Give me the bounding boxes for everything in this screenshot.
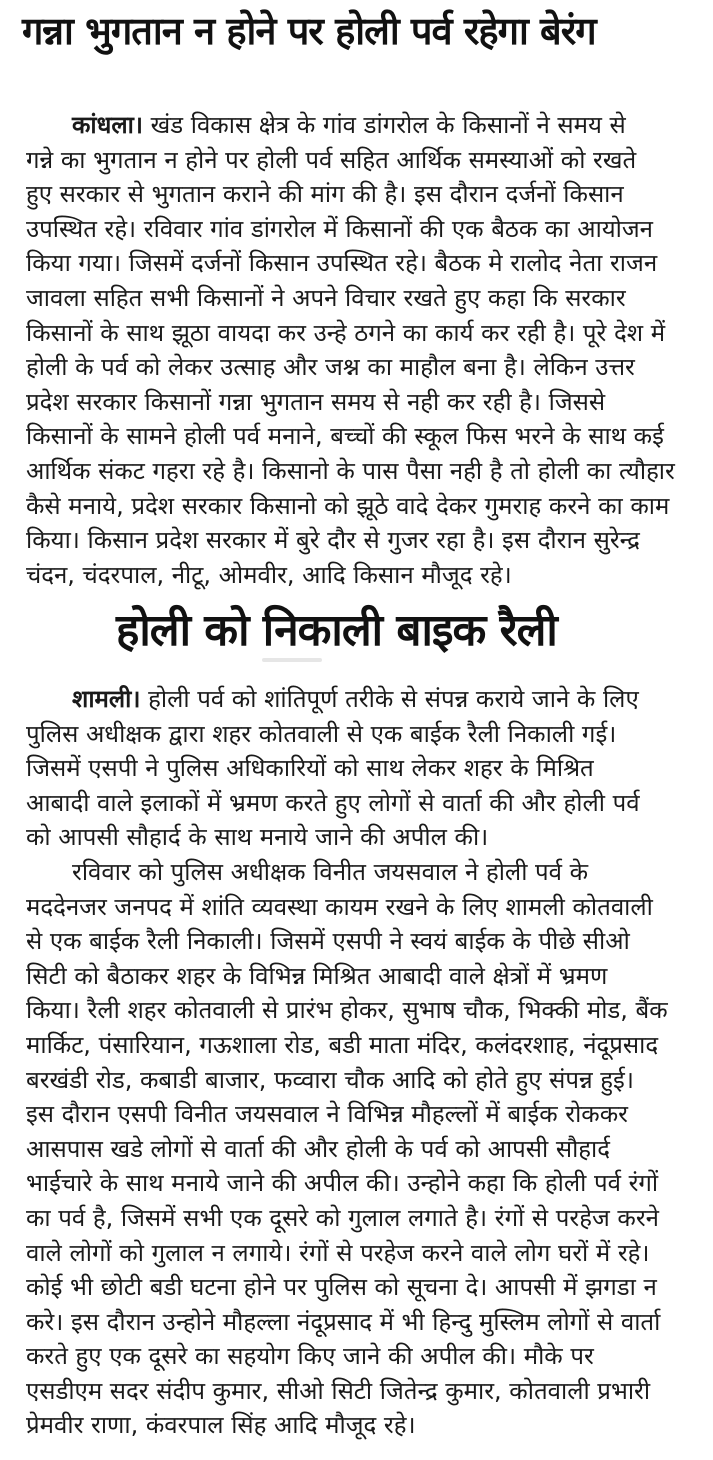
article-line-text: होली पर्व को शांतिपूर्ण तरीके से संपन्न कराये जाने के लिए bbox=[140, 685, 639, 713]
article-line: सिटी को बैठाकर शहर के विभिन्न मिश्रित आबादी वाले क्षेत्रों में भ्रमण bbox=[26, 961, 608, 990]
article-line: से एक बाईक रैली निकाली। जिसमें एसपी ने स्वयं बाईक के पीछे सीओ bbox=[26, 927, 630, 956]
article-line: गन्ने का भुगतान न होने पर होली पर्व सहित आर्थिक समस्याओं को रखते bbox=[26, 145, 637, 174]
article-line bbox=[26, 108, 713, 143]
article-line: वाले लोगों को गुलाल न लगाये। रंगों से परहेज करने वाले लोग घरों में रहे। bbox=[26, 1238, 650, 1267]
article-line: उपस्थित रहे। रविवार गांव डांगरोल में किसानों की एक बैठक का आयोजन bbox=[26, 214, 653, 243]
headline-sugarcane-payment: गन्ना भुगतान न होने पर होली पर्व रहेगा बेरंग bbox=[22, 9, 596, 53]
article-line: जिसमें एसपी ने पुलिस अधिकारियों को साथ लेकर शहर के मिश्रित bbox=[26, 754, 594, 783]
article-line: कैसे मनाये, प्रदेश सरकार किसानो को झूठे वादे देकर गुमराह करने का काम bbox=[26, 491, 670, 520]
article-line: किया। किसान प्रदेश सरकार में बुरे दौर से गुजर रहा है। इस दौरान सुरेन्द्र bbox=[26, 526, 640, 555]
headline-bike-rally: होली को निकाली बाइक रैली bbox=[116, 605, 557, 656]
article-line: कोई भी छोटी बडी घटना होने पर पुलिस को सूचना दे। आपसी में झगडा न bbox=[26, 1273, 657, 1302]
dateline-shamli: शामली। bbox=[72, 685, 141, 713]
article-line: का पर्व है, जिसमें सभी एक दूसरे को गुलाल लगाते है। रंगों से परहेज करने bbox=[26, 1203, 659, 1232]
print-smudge bbox=[262, 658, 322, 662]
article-line: किया। रैली शहर कोतवाली से प्रारंभ होकर, सुभाष चौक, भिक्की मोड, बैंक bbox=[26, 996, 668, 1025]
article-line: किसानों के सामने होली पर्व मनाने, बच्चों की स्कूल फिस भरने के साथ कई bbox=[26, 422, 664, 451]
article-line: होली के पर्व को लेकर उत्साह और जश्न का माहौल बना है। लेकिन उत्तर bbox=[26, 353, 635, 382]
article-line: जावला सहित सभी किसानों ने अपने विचार रखते हुए कहा कि सरकार bbox=[26, 283, 626, 312]
article-line: करते हुए एक दूसरे का सहयोग किए जाने की अपील की। मौके पर bbox=[26, 1342, 594, 1371]
article-bike-rally-body bbox=[26, 682, 713, 1443]
article-line: प्रदेश सरकार किसानों गन्ना भुगतान समय से नही कर रही है। जिससे bbox=[26, 387, 606, 416]
article-line: बरखंडी रोड, कबाडी बाजार, फव्वारा चौक आदि को होते हुए संपन्न हुई। bbox=[26, 1065, 634, 1094]
article-line: रविवार को पुलिस अधीक्षक विनीत जयसवाल ने होली पर्व के bbox=[72, 857, 589, 886]
article-line: करे। इस दौरान उन्होने मौहल्ला नंदूप्रसाद में भी हिन्दु मुस्लिम लोगों से वार्ता bbox=[26, 1307, 661, 1336]
article-line-text: खंड विकास क्षेत्र के गांव डांगरोल के किसानों ने समय से bbox=[143, 111, 626, 139]
article-line: मार्किट, पंसारियान, गऊशाला रोड, बडी माता मंदिर, कलंदरशाह, नंदूप्रसाद bbox=[26, 1030, 659, 1059]
article-line: पुलिस अधीक्षक द्वारा शहर कोतवाली से एक बाईक रैली निकाली गई। bbox=[26, 719, 617, 748]
article-line: किसानों के साथ झूठा वायदा कर उन्हे ठगने का कार्य कर रही है। पूरे देश में bbox=[26, 318, 666, 347]
article-sugarcane-body bbox=[26, 108, 713, 592]
article-line: भाईचारे के साथ मनाये जाने की अपील की। उन्होने कहा कि होली पर्व रंगों bbox=[26, 1169, 659, 1198]
article-line: हुए सरकार से भुगतान कराने की मांग की है। इस दौरान दर्जनों किसान bbox=[26, 180, 624, 209]
article-line: चंदन, चंदरपाल, नीटू, ओमवीर, आदि किसान मौजूद रहे। bbox=[26, 560, 512, 589]
article-line: प्रेमवीर राणा, कंवरपाल सिंह आदि मौजूद रहे। bbox=[26, 1411, 416, 1440]
article-line bbox=[26, 682, 713, 717]
article-line: आसपास खडे लोगों से वार्ता की और होली के पर्व को आपसी सौहार्द bbox=[26, 1134, 611, 1163]
article-line: किया गया। जिसमें दर्जनों किसान उपस्थित रहे। बैठक मे रालोद नेता राजन bbox=[26, 249, 658, 278]
article-line: मददेनजर जनपद में शांति व्यवस्था कायम रखने के लिए शामली कोतवाली bbox=[26, 892, 653, 921]
article-line: आबादी वाले इलाकों में भ्रमण करते हुए लोगों से वार्ता की और होली पर्व bbox=[26, 788, 640, 817]
article-line: को आपसी सौहार्द के साथ मनाये जाने की अपील की। bbox=[26, 823, 489, 852]
article-line: इस दौरान एसपी विनीत जयसवाल ने विभिन्न मौहल्लों में बाईक रोककर bbox=[26, 1100, 628, 1129]
article-line: आर्थिक संकट गहरा रहे है। किसानो के पास पैसा नही है तो होली का त्यौहार bbox=[26, 456, 675, 485]
dateline-kandhla: कांधला। bbox=[72, 111, 143, 139]
article-line: एसडीएम सदर संदीप कुमार, सीओ सिटी जितेन्द्र कुमार, कोतवाली प्रभारी bbox=[26, 1376, 651, 1405]
